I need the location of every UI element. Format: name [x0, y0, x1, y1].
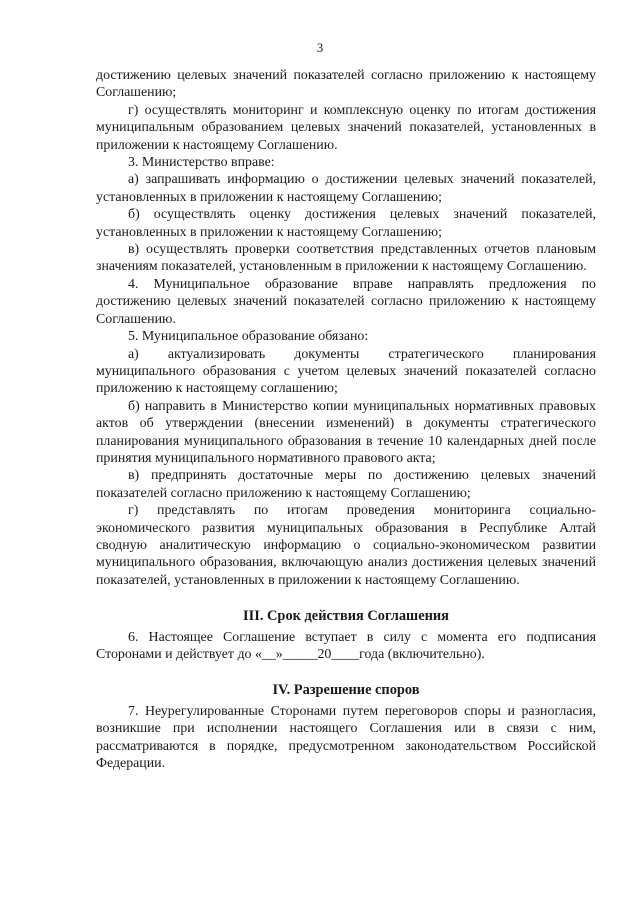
section-heading-term: III. Срок действия Соглашения: [243, 608, 449, 625]
paragraph-clause-g-monitoring: г) осуществлять мониторинг и комплексную оценку по итогам достижения муниципальным образованием целевых значений показателей, установленных в приложении к настоящему Соглашению.: [96, 102, 596, 153]
paragraph-continuation: достижению целевых значений показателей согласно приложению к настоящему Соглашению;: [96, 68, 596, 101]
paragraph-duty-a: а) актуализировать документы стратегического планирования муниципального образования с учетом целевых значений показателей согласно приложению к настоящему соглашению;: [96, 346, 596, 397]
paragraph-clause-a-request: а) запрашивать информацию о достижении целевых значений показателей, установленных в приложении к настоящему Соглашению;: [96, 172, 596, 205]
paragraph-duty-b: б) направить в Министерство копии муниципальных нормативных правовых актов об утверждении (внесении изменений) в документы стратегического планирования муниципального образования в течение 10 календарных дней после принятия муниципального нормативного правового акта;: [96, 398, 596, 466]
section-heading-disputes: IV. Разрешение споров: [272, 682, 420, 699]
page-number: 3: [316, 40, 324, 55]
paragraph-duty-g: г) представлять по итогам проведения мониторинга социально-экономического развития муниципальных образования в Республике Алтай сводную аналитическую информацию о социально-экономическом развитии муниципального образования, включающую анализ достижения целевых значений показателей, установленных в приложении к настоящему Соглашению.: [96, 503, 596, 588]
paragraph-ministry-rights: 3. Министерство вправе:: [128, 155, 275, 171]
paragraph-municipal-duties: 5. Муниципальное образование обязано:: [128, 329, 369, 345]
paragraph-disputes: 7. Неурегулированные Сторонами путем переговоров споры и разногласия, возникшие при исполнении настоящего Соглашения или в связи с ним, рассматриваются в порядке, предусмотренном законодательством Российской Федерации.: [96, 703, 596, 772]
paragraph-duty-v: в) предпринять достаточные меры по достижению целевых значений показателей согласно приложению к настоящему Соглашению;: [96, 468, 596, 501]
paragraph-clause-b-assess: б) осуществлять оценку достижения целевых значений показателей, установленных в приложении к настоящему Соглашению;: [96, 207, 596, 240]
document-body: [96, 67, 596, 772]
paragraph-municipal-rights: 4. Муниципальное образование вправе направлять предложения по достижению целевых значений показателей согласно приложению к настоящему Соглашению.: [96, 276, 596, 327]
paragraph-term: 6. Настоящее Соглашение вступает в силу с момента его подписания Сторонами и действует до «__»_____20____года (включительно).: [96, 629, 596, 662]
paragraph-clause-v-check: в) осуществлять проверки соответствия представленных отчетов плановым значениям показателей, установленным в приложении к настоящему Соглашению.: [96, 242, 596, 275]
